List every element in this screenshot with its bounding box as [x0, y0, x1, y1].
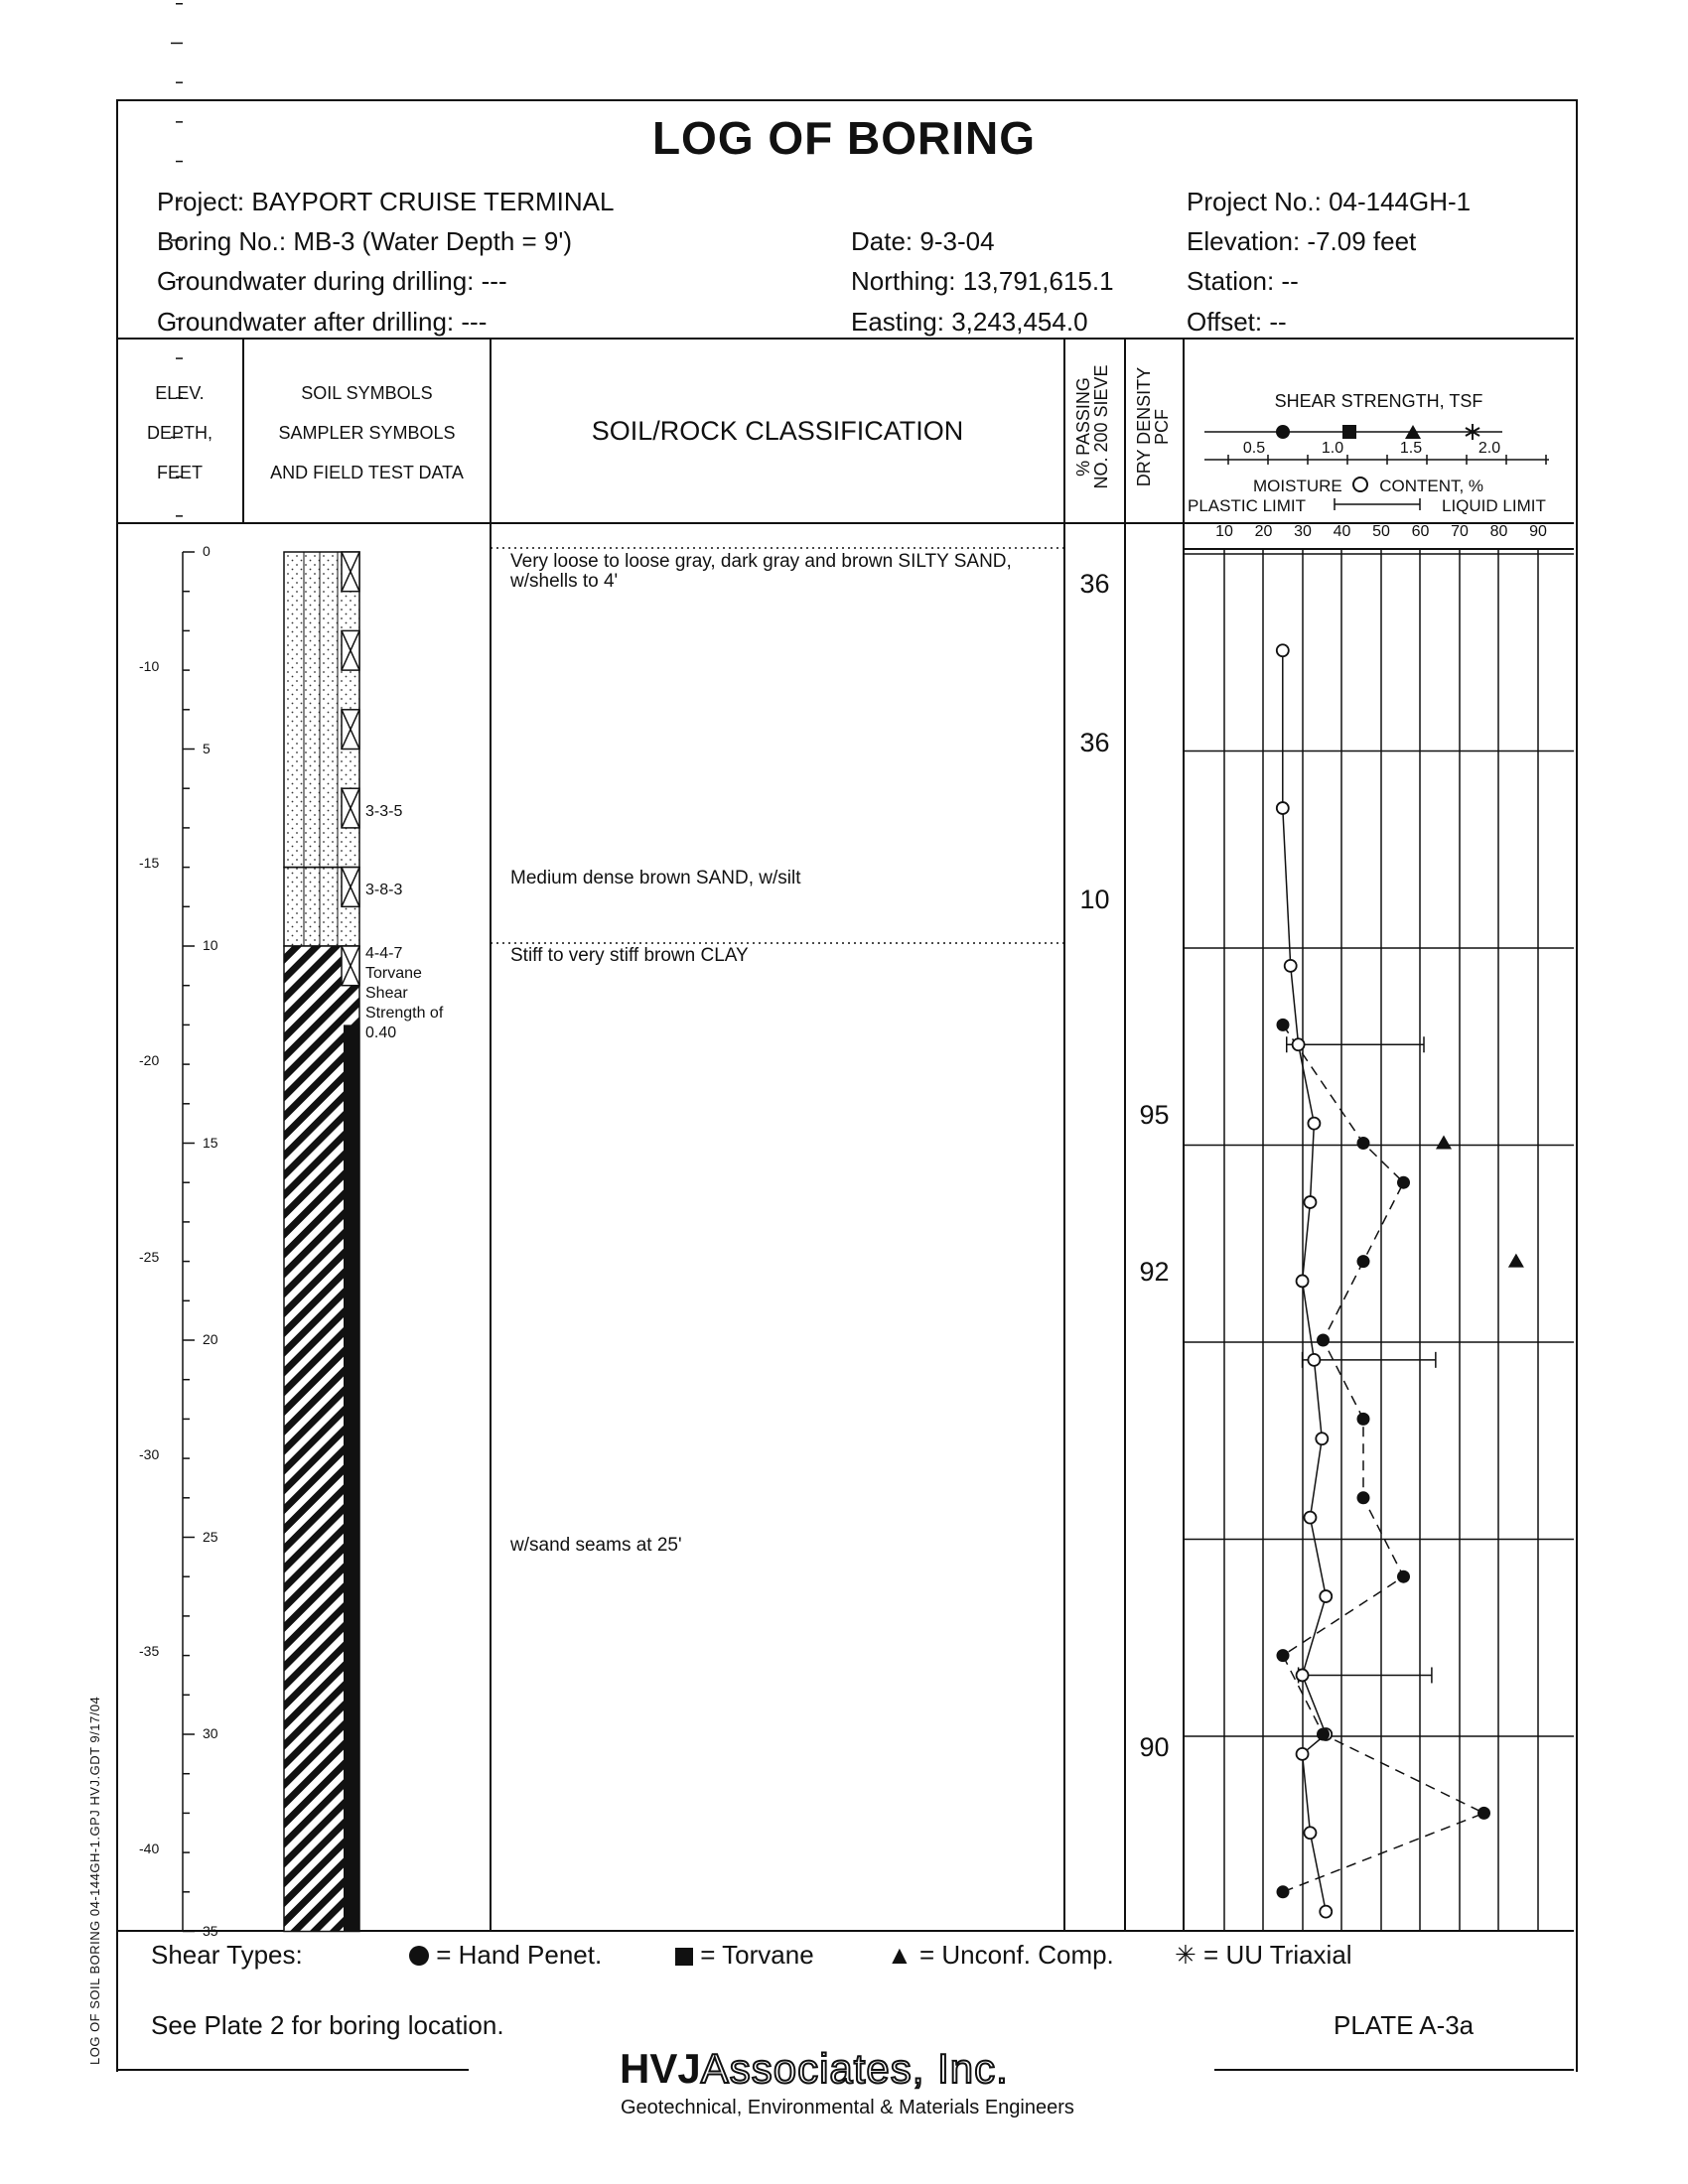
offset-label: Offset: — [1187, 307, 1263, 337]
moisture-tick-label: 70 — [1451, 523, 1469, 540]
plastic-limit-label: PLASTIC LIMIT — [1188, 496, 1307, 515]
file-reference: LOG OF SOIL BORING 04-144GH-1.GPJ HVJ.GDT 9/17/04 — [87, 1696, 102, 2065]
field-test-value: 4-4-7 — [365, 945, 403, 962]
moisture-tick-label: 90 — [1529, 523, 1547, 540]
density-value: 92 — [1139, 1257, 1170, 1287]
gw-after-value: --- — [461, 307, 488, 337]
company-logo — [620, 2045, 1009, 2093]
depth-label: 30 — [203, 1725, 218, 1741]
legend-torvane — [675, 1940, 814, 1971]
elevation-value: -7.09 feet — [1307, 226, 1417, 256]
elevation-label: Elevation: — [1187, 226, 1301, 256]
elev-label: -40 — [139, 1840, 160, 1856]
boring-label: Boring No.: — [157, 226, 287, 256]
company-logo-name: Associates, Inc. — [700, 2045, 1009, 2092]
elev-label: -10 — [139, 657, 160, 674]
shear-tick-label: 2.0 — [1477, 440, 1501, 457]
elev-label: -35 — [139, 1643, 160, 1660]
shear-tick-label: 0.5 — [1242, 440, 1266, 457]
torvane-icon — [1342, 425, 1356, 439]
depth-label: 20 — [203, 1331, 218, 1347]
field-test-value: Torvane — [365, 965, 422, 982]
hand-penet-icon — [409, 1946, 429, 1966]
field-test-value: 0.40 — [365, 1024, 397, 1041]
date-value: 9-3-04 — [919, 226, 995, 256]
header-feet: FEET — [156, 463, 203, 482]
moisture-tick-label: 40 — [1333, 523, 1351, 540]
moisture-tick-label: 20 — [1254, 523, 1273, 540]
company-logo-hvj: HVJ — [620, 2045, 701, 2092]
header-shear-title: SHEAR STRENGTH, TSF — [1274, 391, 1483, 411]
moisture-tick-label: 30 — [1294, 523, 1312, 540]
stratum-3-description: Stiff to very stiff brown CLAY — [510, 945, 749, 966]
project-label: Project: — [157, 187, 245, 216]
header-density-2: PCF — [1152, 409, 1172, 445]
passing-value: 10 — [1079, 885, 1110, 914]
header-passing-2: NO. 200 SIEVE — [1091, 364, 1111, 489]
elev-label: -30 — [139, 1445, 160, 1462]
elev-label: -15 — [139, 855, 160, 872]
page-title: LOG OF BORING — [651, 112, 1037, 164]
header-passing — [1074, 352, 1110, 501]
header-field-test: AND FIELD TEST DATA — [270, 463, 464, 482]
legend-torvane-text: = Torvane — [700, 1940, 814, 1970]
depth-label: 10 — [203, 937, 218, 953]
field-test-value: Strength of — [365, 1005, 444, 1022]
moisture-circle-icon — [1352, 477, 1368, 492]
field-test-value: Shear — [365, 985, 408, 1002]
project-number-label: Project No.: — [1187, 187, 1322, 216]
header-sampler-symbols: SAMPLER SYMBOLS — [278, 423, 456, 443]
boring-location-note: See Plate 2 for boring location. — [151, 2010, 504, 2040]
project-name: BAYPORT CRUISE TERMINAL — [251, 187, 615, 216]
depth-label: 0 — [203, 543, 211, 559]
gw-during-label: Groundwater during drilling: — [157, 266, 475, 296]
torvane-icon — [675, 1948, 693, 1966]
legend-unconf-text: = Unconf. Comp. — [918, 1940, 1114, 1970]
northing-label: Northing: — [851, 266, 956, 296]
content-word: CONTENT, % — [1379, 477, 1484, 495]
passing-value: 36 — [1079, 569, 1110, 599]
density-value: 90 — [1139, 1732, 1170, 1762]
header-moisture-label — [1253, 477, 1483, 496]
unconf-icon: ▲ — [887, 1940, 913, 1970]
stratum-2-description: Medium dense brown SAND, w/silt — [510, 868, 801, 888]
offset-value: -- — [1269, 307, 1287, 337]
company-tagline: Geotechnical, Environmental & Materials Engineers — [621, 2097, 1074, 2118]
passing-value: 36 — [1079, 728, 1110, 757]
northing-value: 13,791,615.1 — [962, 266, 1114, 296]
legend-hand-penet — [409, 1940, 602, 1971]
header-passing-1: % PASSING — [1073, 377, 1093, 477]
moisture-tick-label: 50 — [1372, 523, 1390, 540]
stratum-1-description: Very loose to loose gray, dark gray and brown SILTY SAND, w/shells to 4' — [510, 551, 1012, 592]
legend-label: Shear Types: — [151, 1940, 303, 1970]
depth-label: 5 — [203, 740, 211, 756]
easting-value: 3,243,454.0 — [951, 307, 1088, 337]
elev-label: -25 — [139, 1249, 160, 1266]
plate-number: PLATE A-3a — [1334, 2010, 1475, 2040]
depth-label: 15 — [203, 1134, 218, 1151]
header-density-1: DRY DENSITY — [1134, 366, 1154, 487]
liquid-limit-label: LIQUID LIMIT — [1442, 496, 1546, 515]
uu-triaxial-icon: ✳ — [1175, 1940, 1196, 1970]
legend-uu-text: = UU Triaxial — [1203, 1940, 1352, 1970]
moisture-tick-label: 10 — [1215, 523, 1233, 540]
field-test-value: 3-8-3 — [365, 882, 403, 899]
shear-tick-label: 1.5 — [1399, 440, 1423, 457]
gw-after-label: Groundwater after drilling: — [157, 307, 455, 337]
moisture-tick-label: 80 — [1489, 523, 1508, 540]
density-value: 95 — [1139, 1100, 1170, 1130]
easting-label: Easting: — [851, 307, 944, 337]
station-value: -- — [1281, 266, 1299, 296]
depth-label: 25 — [203, 1528, 218, 1545]
project-number-value: 04-144GH-1 — [1329, 187, 1472, 216]
station-label: Station: — [1187, 266, 1275, 296]
header-soil-symbols: SOIL SYMBOLS — [301, 383, 433, 403]
gw-during-value: --- — [481, 266, 507, 296]
legend-uu — [1175, 1940, 1352, 1971]
hand-penet-icon — [1276, 425, 1290, 439]
field-test-value: 3-3-5 — [365, 803, 403, 821]
legend-hand-text: = Hand Penet. — [436, 1940, 603, 1970]
elev-label: -20 — [139, 1051, 160, 1068]
header-elev: ELEV. — [155, 383, 205, 403]
boring-number: MB-3 (Water Depth = 9') — [293, 226, 573, 256]
shear-tick-label: 1.0 — [1321, 440, 1344, 457]
legend-unconf — [887, 1940, 1114, 1971]
date-label: Date: — [851, 226, 914, 256]
stratum-note: w/sand seams at 25' — [510, 1535, 682, 1556]
depth-label: 35 — [203, 1922, 218, 1939]
moisture-tick-label: 60 — [1411, 523, 1430, 540]
header-classification: SOIL/ROCK CLASSIFICATION — [591, 416, 964, 446]
header-density — [1135, 352, 1171, 501]
header-depth: DEPTH, — [146, 423, 212, 443]
moisture-word: MOISTURE — [1253, 477, 1342, 495]
